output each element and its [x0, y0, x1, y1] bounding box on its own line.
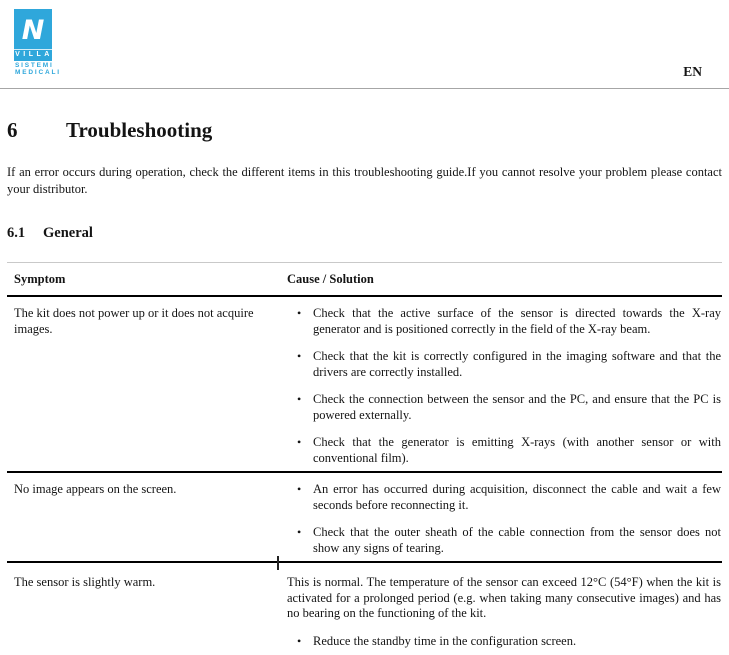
bullet-icon: •: [297, 633, 302, 648]
bullet-text: Check the connection between the sensor and the PC, and ensure that the PC is powered externally.: [313, 392, 721, 422]
bullet-text: Reduce the standby time in the configuration screen.: [313, 633, 577, 648]
column-header-cause: Cause / Solution: [287, 272, 374, 286]
logo-subtext-line2: MEDICALI: [15, 69, 61, 76]
bullet-icon: •: [297, 306, 302, 320]
chapter-title: Troubleshooting: [66, 118, 213, 142]
page-header: [0, 0, 729, 89]
logo-subtext-line1: SISTEMI: [15, 62, 54, 69]
table-row: [7, 563, 722, 654]
bullet-icon: •: [297, 482, 302, 496]
table-row: [7, 473, 722, 563]
column-header-symptom: Symptom: [14, 272, 66, 286]
logo-subtext: [14, 62, 61, 76]
bullet-text: Check that the outer sheath of the cable connection from the sensor does not show any signs of tearing.: [313, 525, 721, 555]
bullet-icon: •: [297, 349, 302, 363]
logo-square: [14, 9, 52, 61]
troubleshooting-table: [7, 262, 722, 654]
bullet-text: Check that the generator is emitting X-rays (with another sensor or with conventional film).: [313, 435, 721, 465]
bullet-icon: •: [297, 525, 302, 539]
villa-logo: [14, 9, 61, 76]
cause-bullet-item: [287, 349, 721, 380]
bullet-text: Check that the kit is correctly configured in the imaging software and that the drivers are correctly installed.: [313, 349, 721, 379]
villa-n-icon: N: [21, 14, 45, 46]
chapter-number: 6: [7, 118, 18, 142]
bullet-icon: •: [297, 435, 302, 449]
symptom-cell: The kit does not power up or it does not acquire images.: [14, 306, 254, 336]
cause-bullet-item: [287, 634, 721, 650]
cause-bullet-item: [287, 392, 721, 423]
cause-bullet-item: [287, 435, 721, 466]
table-header-row: [7, 263, 722, 297]
cause-bullet-item: [287, 306, 721, 337]
scan-artifact-tick: [277, 556, 279, 570]
cause-bullet-item: [287, 525, 721, 556]
cause-bullet-item: [287, 482, 721, 513]
symptom-cell: The sensor is slightly warm.: [14, 575, 156, 589]
intro-paragraph: If an error occurs during operation, check the different items in this troubleshooting guide.If you cannot resolve your problem please contact your distributor.: [7, 165, 722, 196]
cause-cell: [287, 482, 722, 556]
cause-paragraph: This is normal. The temperature of the sensor can exceed 12°C (54°F) when the kit is activated for a prolonged period (e.g. when taking many consecutive images) and has no bearing on the functioning of the kit.: [287, 575, 721, 620]
cause-cell: [287, 575, 722, 649]
section-title: General: [43, 225, 93, 241]
cause-cell: [287, 306, 722, 466]
bullet-icon: •: [297, 392, 302, 406]
bullet-text: Check that the active surface of the sensor is directed towards the X-ray generator and is positioned correctly in the field of the X-ray beam.: [313, 306, 721, 336]
symptom-cell: No image appears on the screen.: [14, 482, 177, 496]
table-row: [7, 297, 722, 473]
bullet-text: An error has occurred during acquisition, disconnect the cable and wait a few seconds before reconnecting it.: [313, 482, 721, 512]
logo-brand-text: VILLA: [13, 49, 53, 61]
language-label: EN: [683, 64, 702, 79]
section-number: 6.1: [7, 225, 26, 241]
chapter-heading: [7, 118, 722, 142]
section-heading: [7, 226, 722, 241]
